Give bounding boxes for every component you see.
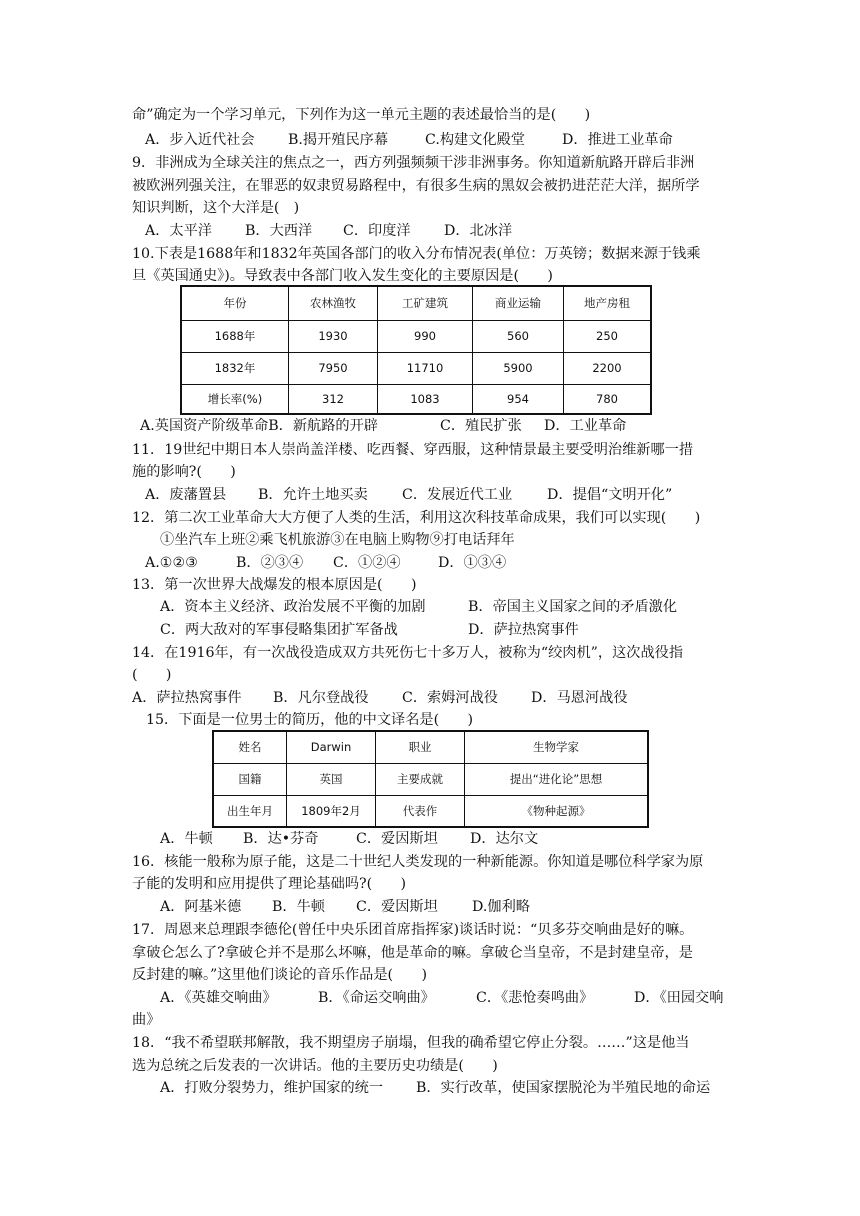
table-cell: 7950 [289,352,378,384]
option-8c: C.构建文化殿堂 [425,132,525,148]
question-8-text: 命”确定为一个学习单元，下列作为这一单元主题的表述最恰当的是( ) [132,107,591,123]
table-cell: 生物学家 [465,731,649,763]
option-12c: C．①②④ [333,555,401,571]
table-row [181,384,651,414]
option-9b: B．大西洋 [245,223,313,239]
table-cell: 国籍 [213,763,287,795]
table-cell: 《物种起源》 [465,795,649,827]
table-cell: 增长率(%) [181,384,289,414]
question-14-text: ( ) [132,667,172,683]
table-cell: 1832年 [181,352,289,384]
question-11-text: 施的影响?( ) [132,464,236,480]
question-9-text: 9．非洲成为全球关注的焦点之一，西方列强频频干涉非洲事务。你知道新航路开辟后非洲 [132,155,695,171]
question-11-text: 11．19世纪中期日本人崇尚盖洋楼、吃西餐、穿西服，这种情景最主要受明治维新哪一措 [132,442,694,458]
table-cell: 312 [289,384,378,414]
option-9a: A．太平洋 [145,223,212,239]
table-cell: 560 [473,320,564,352]
table-cell: 主要成就 [376,763,465,795]
table-cell: 提出“进化论”思想 [465,763,649,795]
table-header-cell: 地产房租 [564,286,652,320]
option-15d: D．达尔文 [470,831,539,847]
question-10-text: 旦《英国通史》)。导致表中各部门收入发生变化的主要原因是( ) [132,268,553,284]
table-cell: 5900 [473,352,564,384]
table-cell: 1930 [289,320,378,352]
option-11d: D．提倡“文明开化” [547,487,673,503]
table-row [213,731,648,763]
table-header-cell: 农林渔牧 [289,286,378,320]
option-17b: B．《命运交响曲》 [318,990,435,1006]
table-cell: 姓名 [213,731,287,763]
option-14a: A．萨拉热窝事件 [132,690,242,706]
question-15-text: 15．下面是一位男士的简历，他的中文译名是( ) [146,712,474,728]
question-17-text: 17．周恩来总理跟李德伦(曾任中央乐团首席指挥家)谈话时说：“贝多芬交响曲是好的嘛。 [132,922,694,938]
option-16c: C．爱因斯坦 [356,899,438,915]
option-16d: D.伽利略 [472,899,530,915]
question-18-text: 18．“我不希望联邦解散，我不期望房子崩塌，但我的确希望它停止分裂。……”这是他当 [132,1035,690,1051]
table-cell: 职业 [376,731,465,763]
table-row [181,320,651,352]
option-8d: D．推进工业革命 [562,132,673,148]
option-13b: B．帝国主义国家之间的矛盾激化 [468,599,678,615]
table-cell: 1809年2月 [287,795,376,827]
option-14c: C．索姆河战役 [402,690,498,706]
option-14d: D．马恩河战役 [531,690,628,706]
option-17c: C．《悲怆奏鸣曲》 [476,990,594,1006]
table-cell: 780 [564,384,652,414]
table-cell: 英国 [287,763,376,795]
table-cell: 2200 [564,352,652,384]
question-16-text: 16．核能一般称为原子能，这是二十世纪人类发现的一种新能源。你知道是哪位科学家为原 [132,854,704,870]
question-13-text: 13．第一次世界大战爆发的根本原因是( ) [132,577,417,593]
table-row [213,763,648,795]
question-12-text: 12．第二次工业革命大大方便了人类的生活，利用这次科技革命成果，我们可以实现( ) [132,510,701,526]
option-10d: D．工业革命 [544,418,627,434]
option-13a: A．资本主义经济、政治发展不平衡的加剧 [160,599,426,615]
table-cell: 954 [473,384,564,414]
option-15c: C．爱因斯坦 [356,831,438,847]
option-17d: D．《田园交响 [634,990,724,1006]
option-8b: B.揭开殖民序幕 [288,132,389,148]
option-15a: A．牛顿 [160,831,213,847]
question-17-text: 拿破仑怎么了?拿破仑并不是那么坏嘛，他是革命的嘛。拿破仑当皇帝，不是封建皇帝，是 [132,945,693,961]
table-header-cell: 年份 [181,286,289,320]
table-header-cell: 工矿建筑 [378,286,473,320]
option-18a: A．打败分裂势力，维护国家的统一 [160,1080,384,1096]
table-cell: 250 [564,320,652,352]
option-15b: B．达•芬奇 [243,831,319,847]
option-9d: D．北冰洋 [444,223,513,239]
table-header-cell: 商业运输 [473,286,564,320]
option-8a: A．步入近代社会 [145,132,255,148]
question-10-text: 10.下表是1688年和1832年英国各部门的收入分布情况表(单位：万英镑；数据来源于钱乘 [132,246,701,262]
option-12b: B．②③④ [236,555,304,571]
resume-table [212,730,649,828]
question-9-text: 知识判断，这个大洋是( ) [132,200,300,216]
table-cell: 11710 [378,352,473,384]
option-16b: B．牛顿 [272,899,325,915]
question-17-text: 反封建的嘛。”这里他们谈论的音乐作品是( ) [132,967,427,983]
table-cell: Darwin [287,731,376,763]
option-9c: C．印度洋 [343,223,411,239]
question-12-text: ①坐汽车上班②乘飞机旅游③在电脑上购物⑨打电话拜年 [160,532,515,548]
question-14-text: 14．在1916年，有一次战役造成双方共死伤七十多万人，被称为“绞肉机”，这次战役指 [132,645,684,661]
question-17-text: 曲》 [132,1012,161,1028]
option-12a: A.①②③ [145,555,198,571]
option-10c: C．殖民扩张 [440,418,522,434]
option-13d: D．萨拉热窝事件 [468,622,579,638]
table-row [181,352,651,384]
option-10ab: A.英国资产阶级革命B．新航路的开辟 [140,418,378,434]
table-cell: 代表作 [376,795,465,827]
question-9-text: 被欧洲列强关注，在罪恶的奴隶贸易路程中，有很多生病的黑奴会被扔进茫茫大洋，据所学 [132,178,700,194]
option-18b: B．实行改革，使国家摆脱沦为半殖民地的命运 [416,1080,711,1096]
option-17a: A．《英雄交响曲》 [160,990,277,1006]
question-18-text: 选为总统之后发表的一次讲话。他的主要历史功绩是( ) [132,1058,498,1074]
option-14b: B．凡尔登战役 [273,690,369,706]
option-11b: B．允许土地买卖 [258,487,368,503]
table-cell: 1688年 [181,320,289,352]
option-16a: A．阿基米德 [160,899,242,915]
income-table [180,285,652,415]
option-12d: D．①③④ [438,555,507,571]
table-header-row [181,286,651,320]
table-cell: 990 [378,320,473,352]
table-cell: 1083 [378,384,473,414]
table-cell: 出生年月 [213,795,287,827]
question-16-text: 子能的发明和应用提供了理论基础吗?( ) [132,876,407,892]
option-13c: C．两大敌对的军事侵略集团扩军备战 [160,622,398,638]
option-11a: A．废藩置县 [145,487,227,503]
option-11c: C．发展近代工业 [402,487,513,503]
table-row [213,795,648,827]
